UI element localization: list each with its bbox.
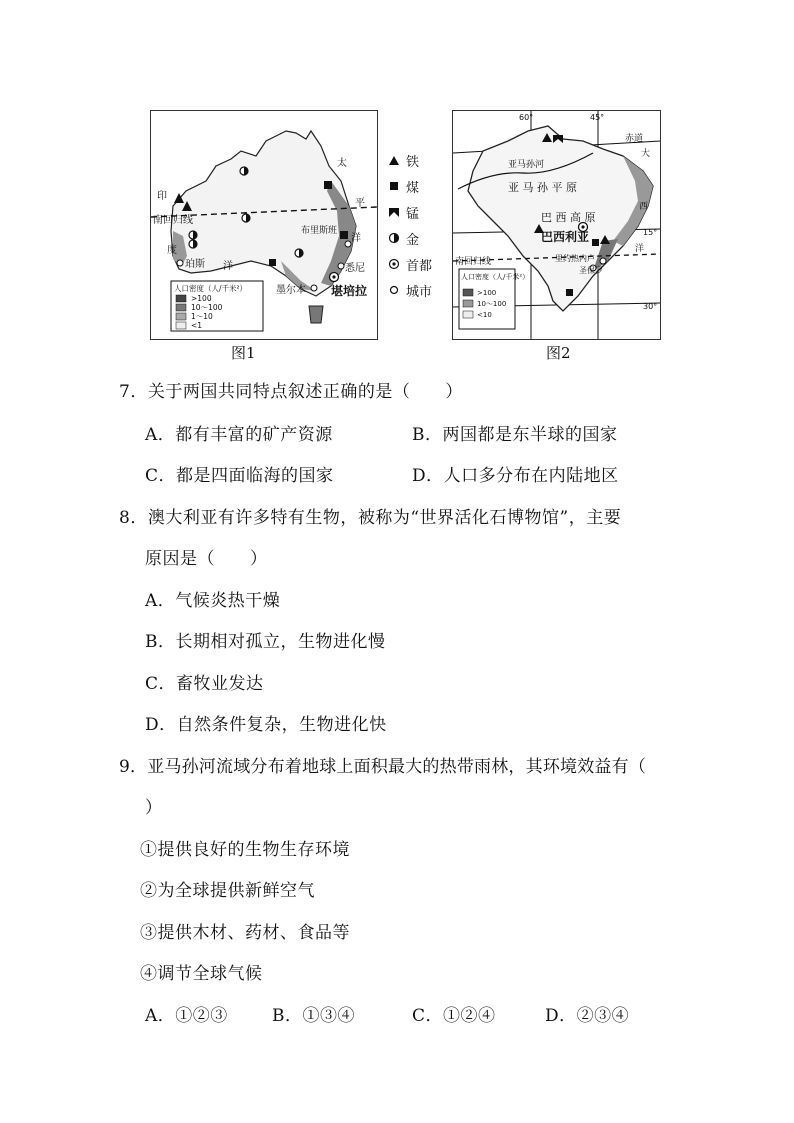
question-8-stem-line2: 原因是（ ） <box>145 549 268 569</box>
question-7-stem: 7．关于两国共同特点叙述正确的是（ ） <box>119 382 463 402</box>
question-9-statement-3: ③提供木材、药材、食品等 <box>140 923 350 943</box>
lon60-label: 60° <box>519 113 534 122</box>
question-9-option-b[interactable]: B．①③④ <box>272 1006 355 1026</box>
question-9-option-a[interactable]: A．①②③ <box>145 1006 228 1026</box>
pacific-label-2: 平 <box>355 198 365 209</box>
question-8-option-d[interactable]: D．自然条件复杂，生物进化快 <box>145 715 387 735</box>
density-legend-item: >100 <box>191 294 212 303</box>
perth-label: 珀斯 <box>185 259 205 270</box>
canberra-label: 堪培拉 <box>331 284 368 298</box>
question-9-statement-1: ①提供良好的生物生存环境 <box>140 840 350 860</box>
tropic-label: 南回归线 <box>455 257 492 267</box>
density-legend-item: 10～100 <box>191 303 223 312</box>
question-7-option-b[interactable]: B．两国都是东半球的国家 <box>412 425 618 445</box>
density-legend-item: >100 <box>477 289 497 297</box>
atlantic-label-3: 洋 <box>635 244 645 254</box>
figure1-caption: 图1 <box>231 344 256 362</box>
coal-marker <box>269 259 276 266</box>
question-8-stem-line1: 8．澳大利亚有许多特有生物，被称为“世界活化石博物馆”，主要 <box>119 508 622 528</box>
coal-marker <box>592 239 599 246</box>
question-9-option-c[interactable]: C．①②④ <box>412 1006 496 1026</box>
question-9-stem-line2: ） <box>145 798 163 818</box>
coal-marker <box>340 231 348 239</box>
atlantic-label-1: 大 <box>641 149 651 159</box>
tasmania-island <box>309 306 323 323</box>
figure1-australia-map <box>150 110 378 340</box>
figure2-caption: 图2 <box>546 344 571 362</box>
density-legend-item: 1～10 <box>191 312 213 321</box>
lat30-label: 30° <box>643 302 658 311</box>
coal-marker <box>324 181 332 189</box>
brasilia-label: 巴西利亚 <box>541 230 590 244</box>
question-9-option-d[interactable]: D．②③④ <box>545 1006 630 1026</box>
sydney-label: 悉尼 <box>345 263 365 274</box>
indian-ocean-label-3: 洋 <box>223 261 233 272</box>
amazon-river-label: 亚马孙河 <box>508 160 545 170</box>
melbourne-city-marker <box>311 285 317 291</box>
indian-ocean-label-2: 度 <box>167 245 177 256</box>
perth-city-marker <box>177 260 183 266</box>
brazil-plateau-label: 巴 西 高 原 <box>541 211 596 224</box>
density-legend-title: 人口密度（人/千米²） <box>174 284 248 293</box>
question-7-option-a[interactable]: A．都有丰富的矿产资源 <box>145 425 333 445</box>
rio-label: 里约热内卢 <box>555 254 595 263</box>
legend-iron-label: 铁 <box>406 155 420 170</box>
question-7-option-d[interactable]: D．人口多分布在内陆地区 <box>412 466 619 486</box>
map-symbol-legend <box>384 150 444 320</box>
legend-city-label: 城市 <box>406 285 433 300</box>
sydney-city-marker <box>338 263 344 269</box>
question-8-option-a[interactable]: A．气候炎热干燥 <box>145 591 281 611</box>
legend-coal-label: 煤 <box>406 181 420 196</box>
tropic-label: 南回归线 <box>153 215 193 226</box>
rio-city-marker <box>600 258 606 264</box>
coal-marker <box>566 289 573 296</box>
density-legend-item: <1 <box>191 321 203 330</box>
square-icon <box>390 182 398 190</box>
lon45-label: 45° <box>590 113 605 122</box>
question-8-option-c[interactable]: C．畜牧业发达 <box>145 674 264 694</box>
density-legend-title: 人口密度（人/千米²） <box>461 273 530 281</box>
triangle-icon <box>389 156 399 165</box>
question-9-statement-2: ②为全球提供新鲜空气 <box>140 881 315 901</box>
figure2-brazil-map <box>452 110 661 340</box>
question-7-option-c[interactable]: C．都是四面临海的国家 <box>145 466 334 486</box>
density-legend-item: 10～100 <box>477 300 507 308</box>
atlantic-label-2: 西 <box>639 202 649 212</box>
equator-label: 赤道 <box>625 134 644 144</box>
pacific-label-1: 太 <box>337 158 347 169</box>
legend-gold-label: 金 <box>406 233 420 248</box>
bowtie-icon <box>389 208 399 217</box>
density-legend-item: <10 <box>477 311 492 319</box>
question-9-statement-4: ④调节全球气候 <box>140 964 263 984</box>
legend-capital-label: 首都 <box>406 259 433 274</box>
pacific-label-3: 洋 <box>351 233 361 244</box>
melbourne-label: 墨尔本 <box>276 285 306 296</box>
lat15-label: 15° <box>643 228 658 237</box>
question-8-option-b[interactable]: B．长期相对孤立，生物进化慢 <box>145 632 386 652</box>
brisbane-label: 布里斯班 <box>301 226 338 236</box>
sao-paulo-label: 圣保罗 <box>579 266 603 275</box>
city-icon <box>391 287 398 294</box>
question-9-stem-line1: 9．亚马孙河流域分布着地球上面积最大的热带雨林，其环境效益有（ <box>119 757 647 777</box>
amazon-plain-label: 亚 马 孙 平 原 <box>508 181 577 194</box>
legend-manganese-label: 锰 <box>406 207 420 222</box>
indian-ocean-label-1: 印 <box>157 191 167 202</box>
